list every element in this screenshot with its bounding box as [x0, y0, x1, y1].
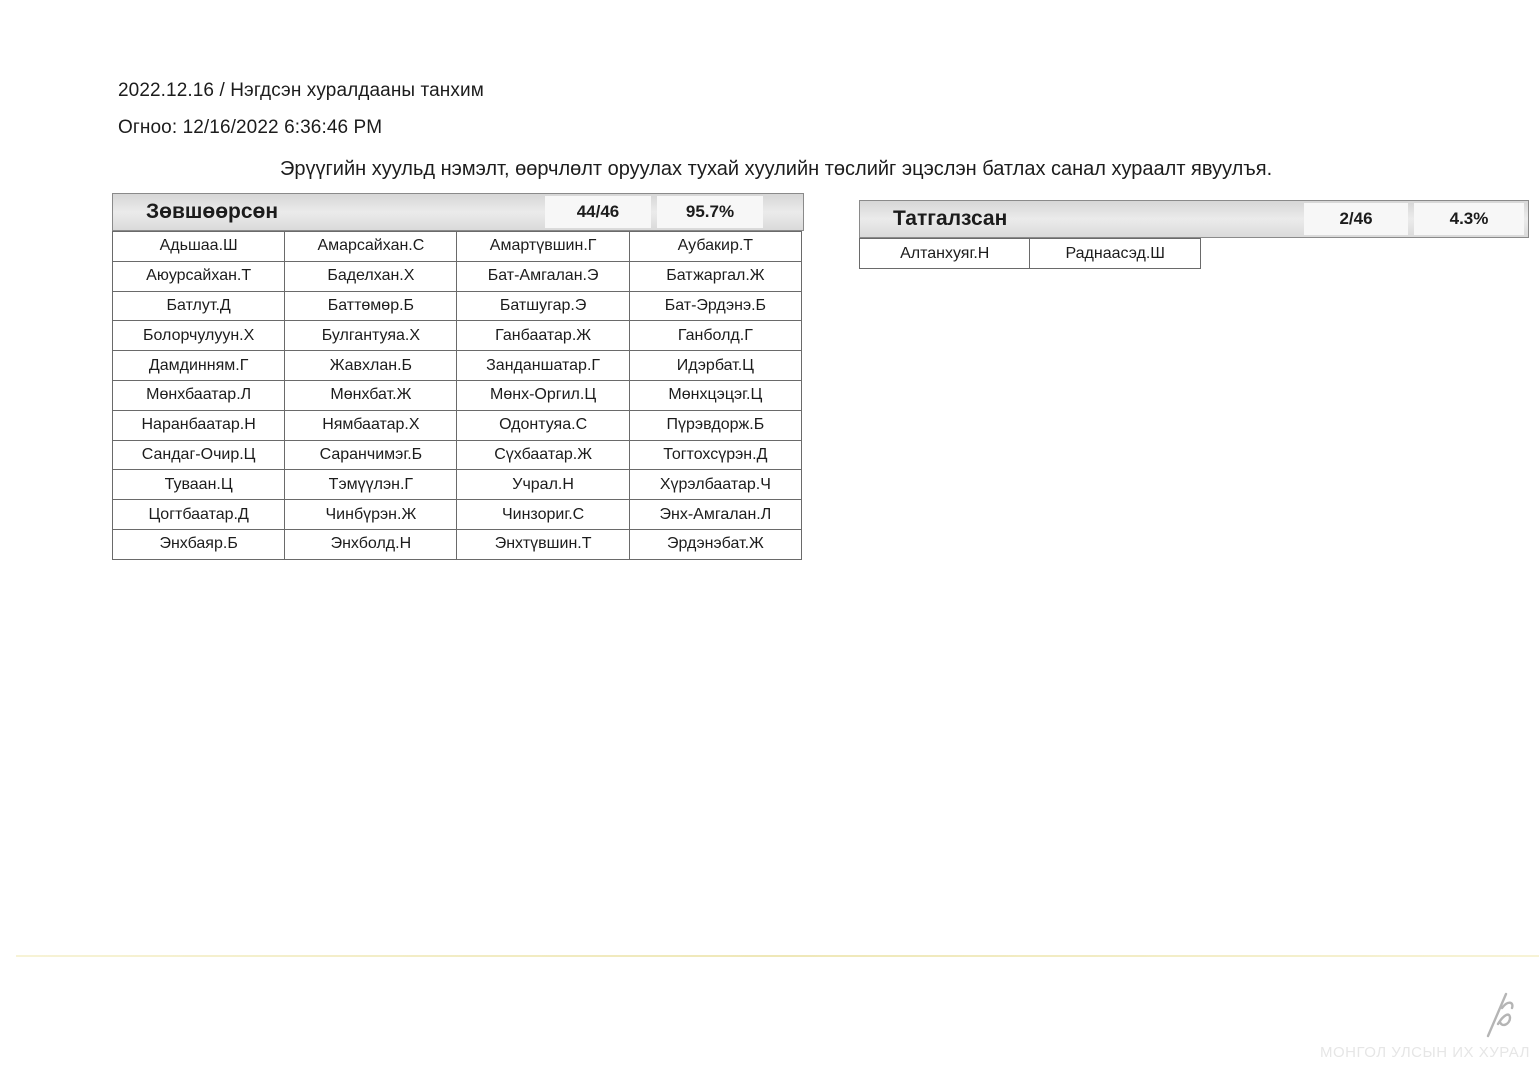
approved-member-name: Батлут.Д [113, 291, 285, 321]
rejected-vote-block [859, 200, 1529, 269]
approved-row [113, 440, 802, 470]
approved-member-name: Чинбүрэн.Ж [285, 500, 457, 530]
rejected-names-table [859, 238, 1201, 269]
approved-member-name: Туваан.Ц [113, 470, 285, 500]
approved-row [113, 380, 802, 410]
approved-percent: 95.7% [657, 196, 763, 228]
approved-member-name: Батшугар.Э [457, 291, 629, 321]
approved-member-name: Энхтүвшин.Т [457, 529, 629, 559]
rejected-count: 2/46 [1304, 203, 1408, 235]
approved-member-name: Наранбаатар.Н [113, 410, 285, 440]
approved-names-table [112, 231, 802, 560]
approved-row [113, 321, 802, 351]
rejected-header [859, 200, 1529, 238]
approved-member-name: Саранчимэг.Б [285, 440, 457, 470]
approved-member-name: Мөнхбат.Ж [285, 380, 457, 410]
approved-member-name: Тогтохсүрэн.Д [629, 440, 801, 470]
approved-member-name: Булгантуяа.Х [285, 321, 457, 351]
approved-member-name: Адьшаа.Ш [113, 232, 285, 262]
approved-member-name: Одонтуяа.С [457, 410, 629, 440]
approved-member-name: Сүхбаатар.Ж [457, 440, 629, 470]
approved-member-name: Хүрэлбаатар.Ч [629, 470, 801, 500]
approved-member-name: Занданшатар.Г [457, 351, 629, 381]
approved-member-name: Ганбаатар.Ж [457, 321, 629, 351]
approved-member-name: Нямбаатар.Х [285, 410, 457, 440]
approved-member-name: Мөнх-Оргил.Ц [457, 380, 629, 410]
approved-member-name: Болорчулуун.Х [113, 321, 285, 351]
approved-member-name: Аюурсайхан.Т [113, 261, 285, 291]
handwritten-page-number [1480, 984, 1520, 1044]
session-date-location: 2022.12.16 / Нэгдсэн хуралдааны танхим [118, 80, 484, 101]
approved-row [113, 232, 802, 262]
approved-member-name: Эрдэнэбат.Ж [629, 529, 801, 559]
parliament-watermark-stamp: МОНГОЛ УЛСЫН ИХ ХУРАЛ [1320, 1044, 1530, 1061]
rejected-member-name: Алтанхуяг.Н [860, 239, 1030, 269]
rejected-member-name: Раднаасэд.Ш [1030, 239, 1201, 269]
approved-label: Зөвшөөрсөн [146, 200, 279, 223]
approved-member-name: Мөнхбаатар.Л [113, 380, 285, 410]
approved-member-name: Чинзориг.С [457, 500, 629, 530]
rejected-percent: 4.3% [1414, 203, 1524, 235]
approved-member-name: Бат-Амгалан.Э [457, 261, 629, 291]
approved-member-name: Пүрэвдорж.Б [629, 410, 801, 440]
approved-member-name: Учрал.Н [457, 470, 629, 500]
approved-member-name: Ганболд.Г [629, 321, 801, 351]
approved-member-name: Энх-Амгалан.Л [629, 500, 801, 530]
approved-row [113, 529, 802, 559]
approved-vote-block [112, 193, 804, 560]
approved-member-name: Дамдинням.Г [113, 351, 285, 381]
approved-member-name: Амарсайхан.С [285, 232, 457, 262]
approved-count: 44/46 [545, 196, 651, 228]
rejected-row [860, 239, 1201, 269]
approved-row [113, 351, 802, 381]
approved-member-name: Бат-Эрдэнэ.Б [629, 291, 801, 321]
approved-member-name: Энхболд.Н [285, 529, 457, 559]
approved-row [113, 470, 802, 500]
approved-row [113, 261, 802, 291]
approved-member-name: Тэмүүлэн.Г [285, 470, 457, 500]
approved-row [113, 500, 802, 530]
approved-member-name: Цогтбаатар.Д [113, 500, 285, 530]
approved-member-name: Мөнхцэцэг.Ц [629, 380, 801, 410]
approved-member-name: Амартүвшин.Г [457, 232, 629, 262]
motion-title: Эрүүгийн хуульд нэмэлт, өөрчлөлт оруулах тухай хуулийн төслийг эцэслэн батлах санал хураалт явуулъя. [280, 158, 1273, 180]
approved-member-name: Жавхлан.Б [285, 351, 457, 381]
approved-member-name: Сандаг-Очир.Ц [113, 440, 285, 470]
approved-member-name: Баттөмөр.Б [285, 291, 457, 321]
approved-member-name: Батжаргал.Ж [629, 261, 801, 291]
approved-member-name: Аубакир.Т [629, 232, 801, 262]
vote-timestamp: Огноо: 12/16/2022 6:36:46 PM [118, 117, 383, 138]
approved-member-name: Энхбаяр.Б [113, 529, 285, 559]
approved-member-name: Идэрбат.Ц [629, 351, 801, 381]
rejected-label: Татгалзсан [893, 207, 1008, 230]
page-divider [16, 955, 1539, 957]
approved-member-name: Баделхан.Х [285, 261, 457, 291]
approved-row [113, 291, 802, 321]
approved-header [112, 193, 804, 231]
approved-row [113, 410, 802, 440]
